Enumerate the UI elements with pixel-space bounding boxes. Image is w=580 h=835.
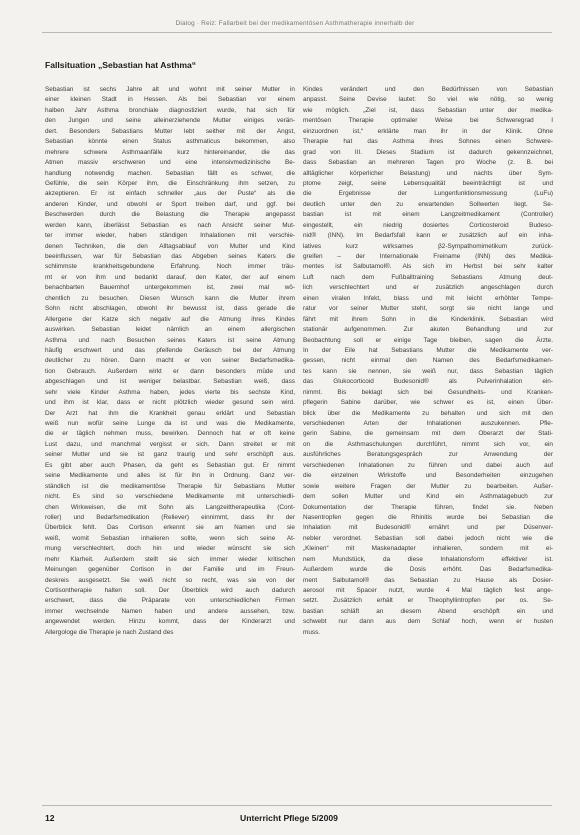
text-line: Kindes verändert und den Bedürfnissen von Sebastian (303, 86, 553, 93)
text-line: Therapie hat das Asthma ihres Sohnes einen Schwere- (303, 138, 553, 146)
text-line: die einzelnen Wirkstoffe und Besonderheiten einzugehen (303, 472, 553, 480)
text-line: roller) und Bedarfsmedikation (Reliever) einnimmt, dass ihr der (45, 513, 295, 521)
text-line: benachbarten Bauernhof untergekommen ist, zwei mal wö- (45, 284, 295, 292)
text-line: dass Sebastian an mehreren Tagen pro Woche (z. B. bei (303, 159, 553, 167)
text-line: Beschwerden durch die Belastung die Therapie angepasst (45, 211, 295, 219)
text-line: anderen Kinder, und obwohl er Sport treiben darf, und ggf. bei (45, 200, 295, 208)
text-line: weiß, womit Sebastian inhalieren sollte, wenn sich seine At- (45, 534, 295, 542)
text-line: beeinflussen, war für Sebastian das Abgeben seines Katers die (45, 253, 295, 260)
text-line: Sebastian könnte einen Status asthmaticus bekommen, also (45, 138, 295, 146)
text-line: In der Eile hat Sebastians Mutter die Medikamente ver- (303, 346, 553, 354)
text-line: Nasentropfen gegen die Rhinitis wurde bei Sebastian die (303, 513, 553, 521)
text-line: nid® (INN). Im Bedarfsfall kann er zusätzlich auf ein inha- (303, 232, 553, 240)
footer-divider (42, 805, 552, 806)
text-line: ständlich ist die medikamentöse Therapie für Sebastians Mutter (45, 482, 295, 490)
text-line: latives kurz wirksames β2-Sympathomimetikum zurück- (303, 242, 553, 250)
text-line: einen viralen Infekt, blass und mit leicht erhöhter Tempe- (303, 294, 553, 302)
text-line: ter immer wieder, haben ständigen Inhalationen mit verschie- (45, 232, 295, 240)
text-line: Überblick fehlt. Das Cortison erkennt sie am Namen und sie (45, 524, 295, 532)
text-line: das Glukocorticoid Budesonid® als Pulverinhalation ein- (303, 378, 553, 386)
text-line: Der Arzt hat ihm die Krankheit genau erklärt und Sebastian (45, 409, 295, 417)
text-line: on die Asthmaschulungen durchführt, nimmt sich vor, ein (303, 440, 553, 448)
text-line: mehrere schwere Asthmaanfälle kurz hintereinander, die das (45, 148, 295, 156)
text-line: und ihm ist klar, dass er nicht plötzlich wieder gesund sein wird. (45, 399, 295, 407)
text-line: denen Techniken, die den Alltagsablauf von Mutter und Kind (45, 242, 295, 250)
text-line: Cortisontherapie halten soll. Der Überblick wird auch dadurch (45, 587, 295, 594)
text-line: Sebastian ist sechs Jahre alt und wohnt mit seiner Mutter in (45, 86, 295, 93)
text-line: werden kann, überlässt Sebastian es nach Ansicht seiner Mut- (45, 221, 295, 229)
text-line: Asthma und nach Besuchen seines Katers ist seine Atmung (45, 336, 295, 344)
text-line: auswirken. Sebastian leidet nämlich an einem allergischen (45, 326, 295, 334)
section-title: Fallsituation „Sebastian hat Asthma“ (45, 60, 197, 70)
text-line: nimmt. Bis beklagt sich bei Gesundheits- und Kranken- (303, 388, 553, 396)
text-line: schlimmste krankheitsgebundene Erfahrung. Noch immer träu- (45, 263, 295, 271)
text-line: erschwert, dass die Präparate von unterschiedlichen Firmen (45, 597, 295, 605)
text-line: deutlich unter den zu erwartenden Sollwerten liegt. Se- (303, 200, 553, 208)
text-line: ratur vor seiner Mutter steht, sorgt sie nicht lange und (303, 305, 553, 313)
journal-issue: Unterricht Pflege 5/2009 (240, 813, 338, 823)
text-line: chen Wirkweisen, die mit Sohn als Langzeittherapeutika (Cont- (45, 503, 295, 511)
text-line: den Jungen und seine alleinerziehende Mutter einiges verän- (45, 117, 295, 125)
text-line: muss. (303, 628, 321, 636)
text-line: Beobachtung soll er einige Tage bleiben, sagen die Ärzte. (303, 336, 553, 344)
text-line: ausführliches Beratungsgespräch zur Anwendung der (303, 451, 553, 459)
text-line: verschiedenen Arten der Inhalationen auszukennen. Pfle- (303, 420, 553, 427)
text-line: einer kleinen Stadt in Hessen. Als bei Sebastian vor einem (45, 96, 295, 104)
text-line: Atmen massiv erschweren und eine intensivmedizinische Be- (45, 159, 295, 167)
text-line: deskreis ausgesetzt. Sie weiß nicht so recht, was sie von der (45, 576, 295, 584)
text-line: gerin Sabine, die gemeinsam mit dem Oberarzt der Stati- (303, 430, 553, 438)
text-line: nem Mundstück, da diese Inhalationsform effektiver ist. (303, 555, 553, 563)
text-line: Außerdem wurde die Dosis erhöht. Das Bedarfsmedika- (303, 566, 553, 574)
text-line: Es gibt aber auch Phasen, da geht es Sebastian gut. Er nimmt (45, 461, 295, 469)
text-line: ptome zeigt, seine Lebensqualität beeinträchtigt ist und (303, 179, 553, 187)
text-line: Dokumentation der Therapie führen, findet sie. Neben (303, 503, 553, 511)
text-line: nicht. Es sind so verschiedene Medikamente mit unterschiedli- (45, 493, 295, 501)
text-line: „Kleinen“ mit Maskenadapter inhalieren, sondern mit ei- (303, 545, 553, 553)
text-line: mehr Klarheit. Außerdem stellt sie sich immer wieder kritischen (45, 555, 295, 563)
text-line: mt er von ihm und bedankt darauf, den Kater, der auf einem (45, 273, 295, 281)
text-line: sowie weitere Fragen der Mutter zu bearbeiten. Außer- (303, 482, 553, 490)
text-line: abgeschlagen und ist weniger belastbar. Sebastian weiß, dass (45, 378, 295, 386)
text-line: schwebt nur dann aus dem Schlaf hoch, wenn er husten (303, 618, 553, 626)
text-line: bastian ist mit einem Langzeitmedikament (Controller) (303, 211, 553, 219)
text-line: mung verschlechtert, doch hin und wieder wünscht sie sich (45, 545, 295, 553)
text-line: ment Salbutamol® das Sebastian zu Hause als Dosier- (303, 576, 553, 584)
text-line: Lust dazu, und manchmal vergisst er sich. Dann streitet er mit (45, 440, 295, 448)
text-line: Meinungen gegenüber Cortison in der Familie und im Freun- (45, 566, 295, 574)
text-line: einzuordnen ist,“ erklärte man ihr in der Klinik. Ohne (303, 127, 553, 135)
text-line: alltäglicher körperlicher Belastung) und nachts über Sym- (303, 169, 553, 177)
text-line: Inhalation mit Budesonid® ernährt und per Düsenver- (303, 524, 553, 532)
text-line: anpasst. Seine Devise lautet: So viel wie nötig, so wenig (303, 96, 553, 104)
text-line: grad von III. Dieses Stadium ist dadurch gekennzeichnet, (303, 148, 553, 156)
text-line: lich verschlechtert und er zusätzlich angeschlagen durch (303, 284, 553, 292)
header-divider (42, 32, 552, 33)
text-line: deutlicher zu hören. Dann macht er von seiner Bedarfsmedika- (45, 357, 295, 365)
text-line: wie möglich. „Ziel ist, dass Sebastian unter der medika- (303, 106, 553, 114)
text-line: dem sollen Mutter und Kind ein Asthmatagebuch zur (303, 493, 553, 501)
text-line: die er täglich nehmen muss, bewirken. Dennoch hat er oft keine (45, 430, 295, 438)
text-line: blick über die Medikamente zu behalten und sich mit den (303, 409, 553, 417)
text-line: nebler verordnet. Sebastian soll dabei jedoch nicht wie die (303, 534, 553, 542)
text-line: pflegerin Sabine darüber, wie schwer es ist, einen Über- (303, 399, 553, 407)
text-line: fährt mit ihrem Sohn in die Kinderklinik. Sebastian wird (303, 315, 553, 323)
text-line: Luft nach dem Fußballtraining Sebastians Atmung deut- (303, 273, 553, 281)
text-line: akzeptieren. Er ist einfach schneller „aus der Puste“ als die (45, 190, 295, 198)
text-line: dert. Besonders Sebastians Mutter lebt seither mit der Angst, (45, 127, 295, 135)
text-line: tion Gebrauch. Außerdem wirkt er dann besonders müde und (45, 367, 295, 375)
text-line: halben Jahr Asthma bronchiale diagnostiziert wurde, hat sich für (45, 106, 295, 114)
page-number: 12 (45, 813, 55, 823)
text-line: Sohn nicht abschlagen, obwohl ihr bewusst ist, dass gerade die (45, 305, 295, 313)
text-line: chentlich zu besuchen. Diesen Wunsch kann die Mutter ihrem (45, 294, 295, 302)
text-line: tes kann sie nennen, sie weiß nur, dass Sebastian täglich (303, 367, 553, 375)
text-line: immer wechselnde Namen haben und andere aussehen, bzw. (45, 607, 295, 615)
text-line: seiner Mutter und sie ist ganz traurig und sehr erschöpft aus. (45, 451, 295, 459)
text-line: seine Medikamente und alles ist für ihn in Ordnung. Ganz ver- (45, 472, 295, 480)
text-line: häufig erschwert und das pfeifende Geräusch bei der Atmung (45, 346, 295, 354)
text-line: aerosol mit Spacer nutzt, wurde 4 Mal täglich fest ange- (303, 587, 553, 594)
text-column-right (303, 85, 553, 638)
text-line: bastian schläft an diesem Abend erschöpft ein und (303, 607, 553, 615)
text-line: weiß nun wofür seine Lunge da ist und was die Medikamente, (45, 420, 295, 427)
text-line: eingestellt, ein niedrig dosiertes Corticosteroid Budeso- (303, 221, 553, 229)
running-header: Dialog · Reiz: Fallarbeit bei der medikamentösen Asthmatherapie innerhalb der (175, 20, 415, 27)
text-line: handlung notwendig machen. Sebastian fällt es schwer, die (45, 169, 295, 177)
text-line: greifen – der Internationale Freiname (INN) des Medika- (303, 253, 553, 260)
text-line: angewendet werden. Hinzu kommt, dass der Kinderarzt und (45, 618, 295, 626)
text-line: Allergene der Katze sich negativ auf die Atmung ihres Kindes (45, 315, 295, 323)
text-line: Gefühle, die sein Körper ihm, die Einschränkung ihm setzen, zu (45, 179, 295, 187)
text-line: mentösen Therapie optimaler Weise bei Schweregrad I (303, 117, 553, 125)
text-line: stationär aufgenommen. Zur akuten Behandlung und zur (303, 326, 553, 334)
text-line: verschiedenen Inhalationen zu führen und dabei auch auf (303, 461, 553, 469)
text-line: sehr viele Kinder Asthma haben, jedes vierte bis sechste Kind, (45, 388, 295, 396)
text-line: setzt. Zusätzlich erhält er Theophyllintropfen per os. Se- (303, 597, 553, 605)
text-line: mentes ist Salbutamol®. Als sich im Herbst bei sehr kalter (303, 263, 553, 271)
text-column-left (45, 85, 295, 638)
text-line: Allergologe die Therapie je nach Zustand des (45, 628, 174, 636)
text-line: gessen, nicht einmal den Namen des Bedarfsmedikamen- (303, 357, 553, 365)
text-line: die Ergebnisse der Lungenfunktionsmessung (LuFu) (303, 190, 553, 198)
